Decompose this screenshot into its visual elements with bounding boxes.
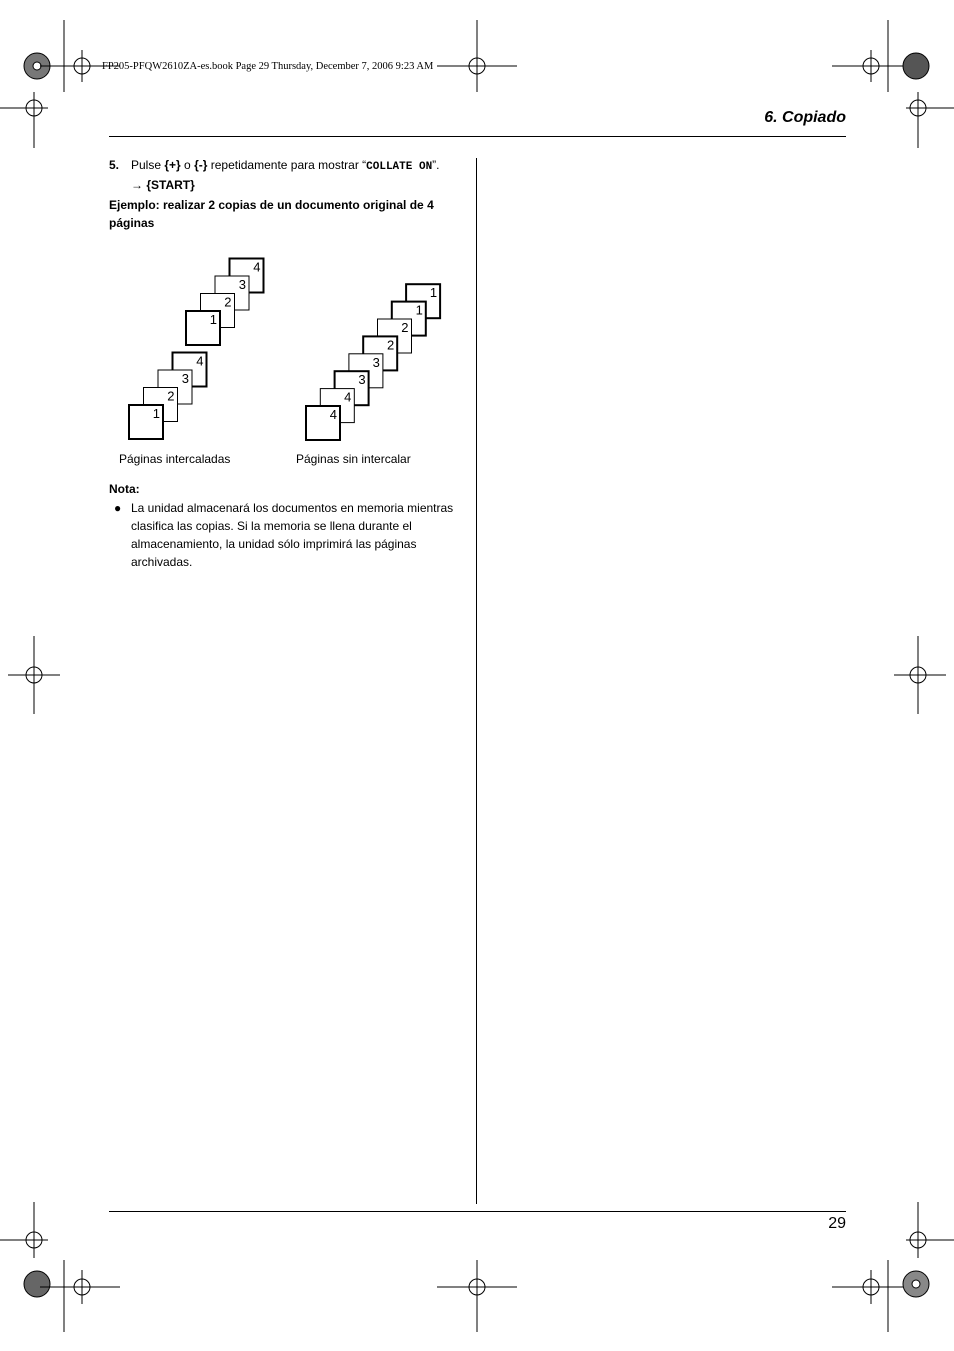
crosshair-icon: [437, 20, 517, 92]
arrow-icon: →: [131, 178, 143, 192]
registration-target-icon: [903, 53, 929, 79]
page-number-label: 2: [386, 337, 395, 353]
page-number-label: 1: [152, 406, 160, 421]
page-number-label: 3: [181, 371, 189, 386]
bullet-icon: ●: [114, 501, 122, 515]
plus-key: {+}: [164, 158, 181, 172]
crosshair-icon: [437, 1260, 517, 1332]
crosshair-icon: [0, 1202, 48, 1258]
page-number-label: 2: [167, 388, 175, 404]
print-header: FP205-PFQW2610ZA-es.book Page 29 Thursday, December 7, 2006 9:23 AM: [102, 61, 434, 72]
footer-rule: [109, 1211, 846, 1212]
crosshair-icon: [906, 92, 954, 148]
crosshair-icon: [906, 1202, 954, 1258]
crosshair-icon: [40, 20, 120, 92]
note-title: Nota:: [109, 482, 140, 496]
step-5: 5. Pulse {+} o {-} repetidamente para mostrar “COLLATE ON”. → {START}: [109, 158, 440, 192]
section-title: 6. Copiado: [764, 109, 846, 126]
page-number-label: 3: [358, 372, 366, 388]
caption-collated: Páginas intercaladas: [119, 452, 231, 466]
start-key: {START}: [146, 178, 195, 192]
page-number-label: 2: [224, 294, 232, 310]
crosshair-icon: [8, 636, 60, 714]
page-number: 29: [828, 1215, 846, 1232]
registration-target-icon: [903, 1271, 929, 1297]
page-number-label: 2: [401, 320, 409, 335]
column-divider: [476, 158, 477, 1204]
page-number-label: 1: [429, 285, 438, 301]
collation-diagram: [110, 250, 470, 480]
crosshair-icon: [40, 1260, 120, 1332]
page-sheet: [306, 406, 340, 440]
page-number-label: 3: [372, 354, 380, 370]
display-text: COLLATE ON: [366, 161, 433, 173]
registration-target-icon: [24, 1271, 50, 1297]
page-number-label: 4: [329, 407, 337, 422]
page-number-label: 4: [253, 259, 261, 275]
page-number-label: 4: [344, 389, 352, 405]
page-number-label: 1: [209, 312, 217, 327]
crosshair-icon: [894, 636, 946, 714]
crosshair-icon: [0, 92, 48, 148]
header-rule: [109, 136, 846, 137]
page-number-label: 1: [415, 302, 423, 318]
step-number: 5.: [109, 158, 120, 172]
crosshair-icon: [832, 1260, 912, 1332]
page-sheet: [129, 405, 163, 439]
collated-stacks: [129, 259, 264, 440]
crosshair-icon: [832, 20, 912, 92]
page-number-label: 3: [238, 277, 246, 292]
uncollated-stack: [306, 284, 440, 440]
minus-key: {-}: [194, 158, 208, 172]
page-sheet: [186, 311, 220, 345]
page-number-label: 4: [196, 353, 204, 369]
caption-uncollated: Páginas sin intercalar: [296, 452, 411, 466]
example-heading: Ejemplo: realizar 2 copias de un documento original de 4 páginas: [109, 198, 434, 230]
note-item: La unidad almacenará los documentos en memoria mientras clasifica las copias. Si la memoria se llena durante el almacenamiento, la unidad sólo imprimirá las páginas archivadas.: [131, 501, 454, 569]
